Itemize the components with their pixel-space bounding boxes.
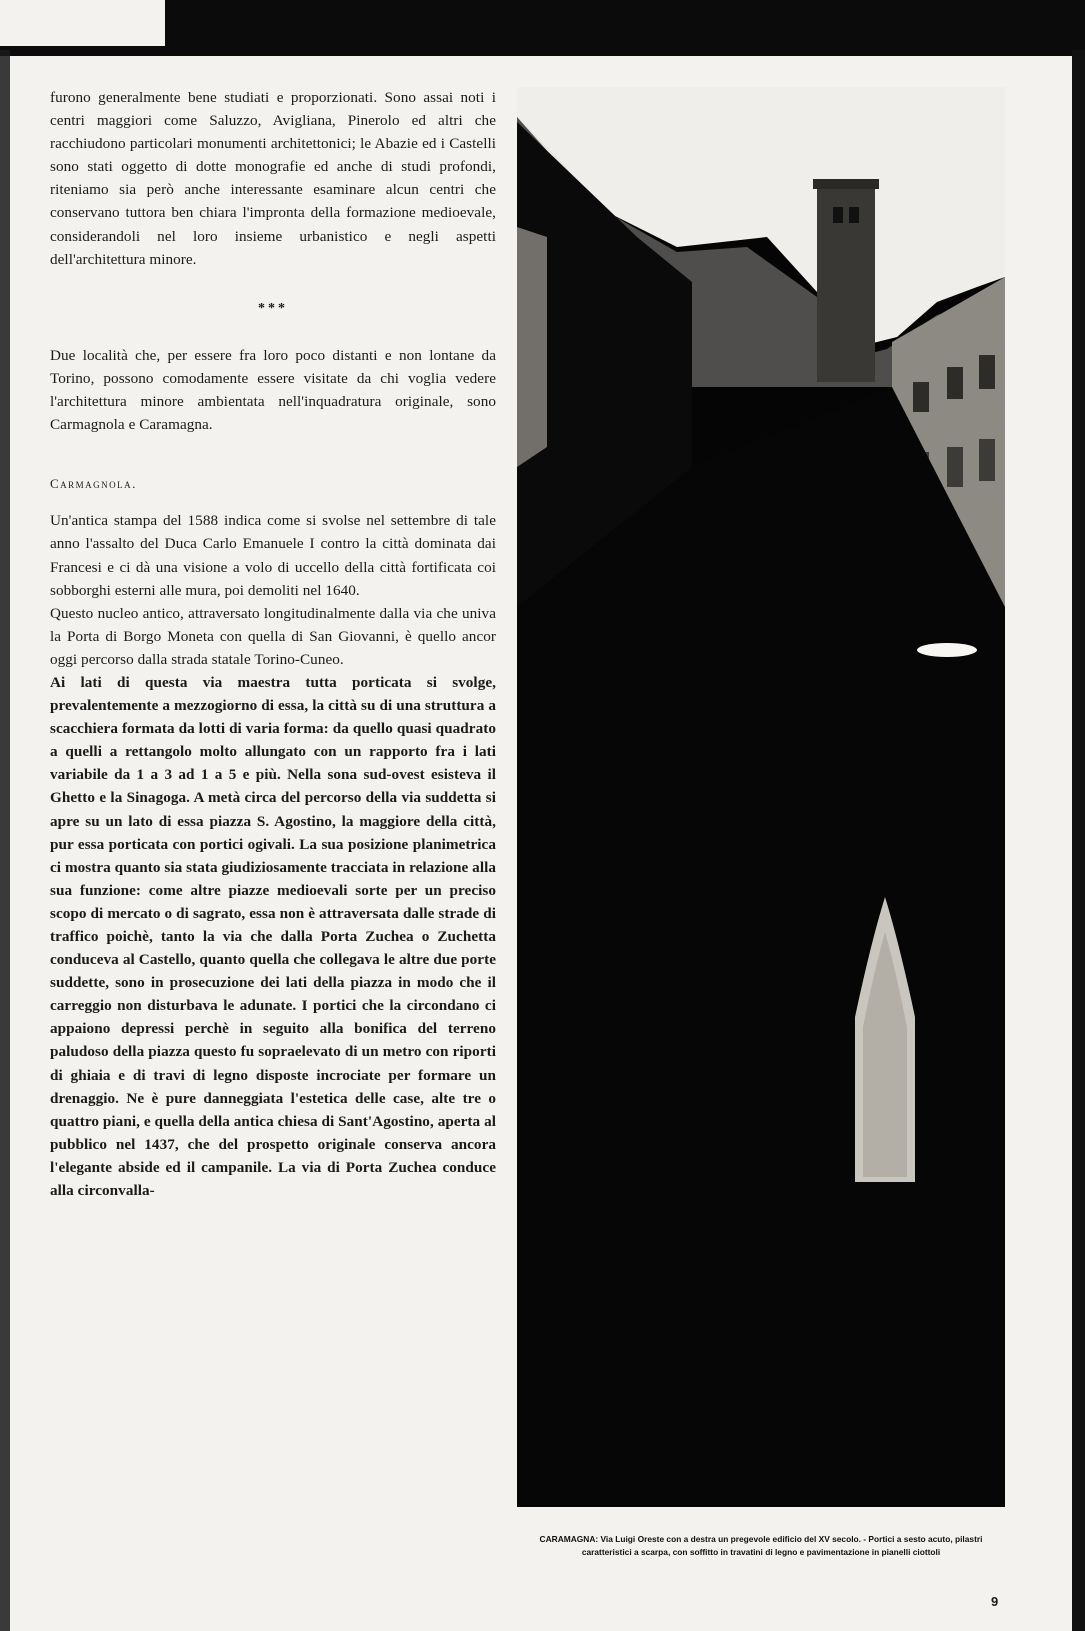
- page-number: 9: [991, 1594, 999, 1609]
- intro-paragraph: furono generalmente bene studiati e proporzionati. Sono assai noti i centri maggiori come Saluzzo, Avigliana, Pinerolo ed altri che racchiudono particolari monumenti architettonici; le Abazie ed i Castelli sono stati oggetto di dotte monografie ed anche di studi profondi, riteniamo sia però anche interessante esaminare alcun centri che conservano tuttora ben chiara l'impronta della formazione medioevale, considerandoli nel loro insieme urbanistico e negli aspetti dell'architettura minore.: [50, 89, 496, 268]
- top-black-band: [165, 0, 1085, 52]
- photo-caption: CARAMAGNA: Via Luigi Oreste con a destra un pregevole edificio del XV secolo. - Portici a sesto acuto, pilastri caratteristici a scarpa, con soffitto in travatini di legno e pavimentazione in pianelli ciottoli: [539, 1534, 983, 1557]
- paragraph-stampa-1588: Un'antica stampa del 1588 indica come si svolse nel settembre di tale anno l'assalto del Duca Carlo Emanuele I contro la città dominata dai Francesi e ci dà una visione a volo di uccello della città fortificata coi sobborghi esterni alle mura, poi demoliti nel 1640.: [50, 512, 496, 599]
- section-heading-carmagnola: Carmagnola.: [50, 476, 137, 492]
- top-rule: [0, 46, 1085, 56]
- localities-paragraph: Due località che, per essere fra loro poco distanti e non lontane da Torino, possono comodamente essere visitate da chi voglia vedere l'architettura minore ambientata nell'inquadratura originale, sono Carmagnola e Caramagna.: [50, 346, 496, 434]
- top-margin-blank: [0, 0, 165, 50]
- paragraph-via-maestra: Ai lati di questa via maestra tutta porticata si svolge, prevalentemente a mezzogiorno di essa, la città su di una struttura a scacchiera formata da lotti di varia forma: da quello quasi quadrato a quelli a rettangolo molto allungato con un rapporto fra i lati variabile da 1 a 3 ad 1 a 5 e più. Nella sona sud-ovest esisteva il Ghetto e la Sinagoga. A metà circa del percorso della via suddetta si apre su un lato di essa piazza S. Agostino, la maggiore della città, pur essa porticata con portici ogivali. La sua posizione planimetrica ci mostra quanto sia stata giudiziosamente tracciata in relazione alla sua funzione: come altre piazze medioevali sorte per un preciso scopo di mercato o di sagrato, essa non è attraversata dalle strade di traffico poichè, tanto la via che dalla Porta Zuchea o Zuchetta conduceva al Castello, quanto quella che collegava le altre due porte suddette, sono in prosecuzione dei lati della piazza in modo che il carreggio non disturbava le adunate. I portici che la circondano ci appaiono depressi perchè in seguito alla bonifica del terreno paludoso della piazza questo fu sopraelevato di un metro con riporti di ghiaia e di travi di legno disposte incrociate per formare un drenaggio. Ne è pure danneggiata l'estetica delle case, alte tre o quattro piani, e quella della antica chiesa di Sant'Agostino, aperta al pubblico nel 1437, che del prospetto originale conserva ancora l'elegante abside ed il campanile. La via di Porta Zuchea conduce alla circonvalla-: [50, 673, 496, 1200]
- street-photograph: [517, 87, 1005, 1507]
- section-separator: ***: [258, 300, 288, 316]
- text-column: [50, 86, 496, 1202]
- left-page-edge: [0, 50, 10, 1631]
- right-page-edge: [1072, 50, 1085, 1631]
- street-photo-drawing: [517, 87, 1005, 1507]
- paragraph-nucleo-antico: Questo nucleo antico, attraversato longitudinalmente dalla via che univa la Porta di Borgo Moneta con quella di San Giovanni, è quello ancor oggi percorso dalla strada statale Torino-Cuneo.: [50, 604, 496, 668]
